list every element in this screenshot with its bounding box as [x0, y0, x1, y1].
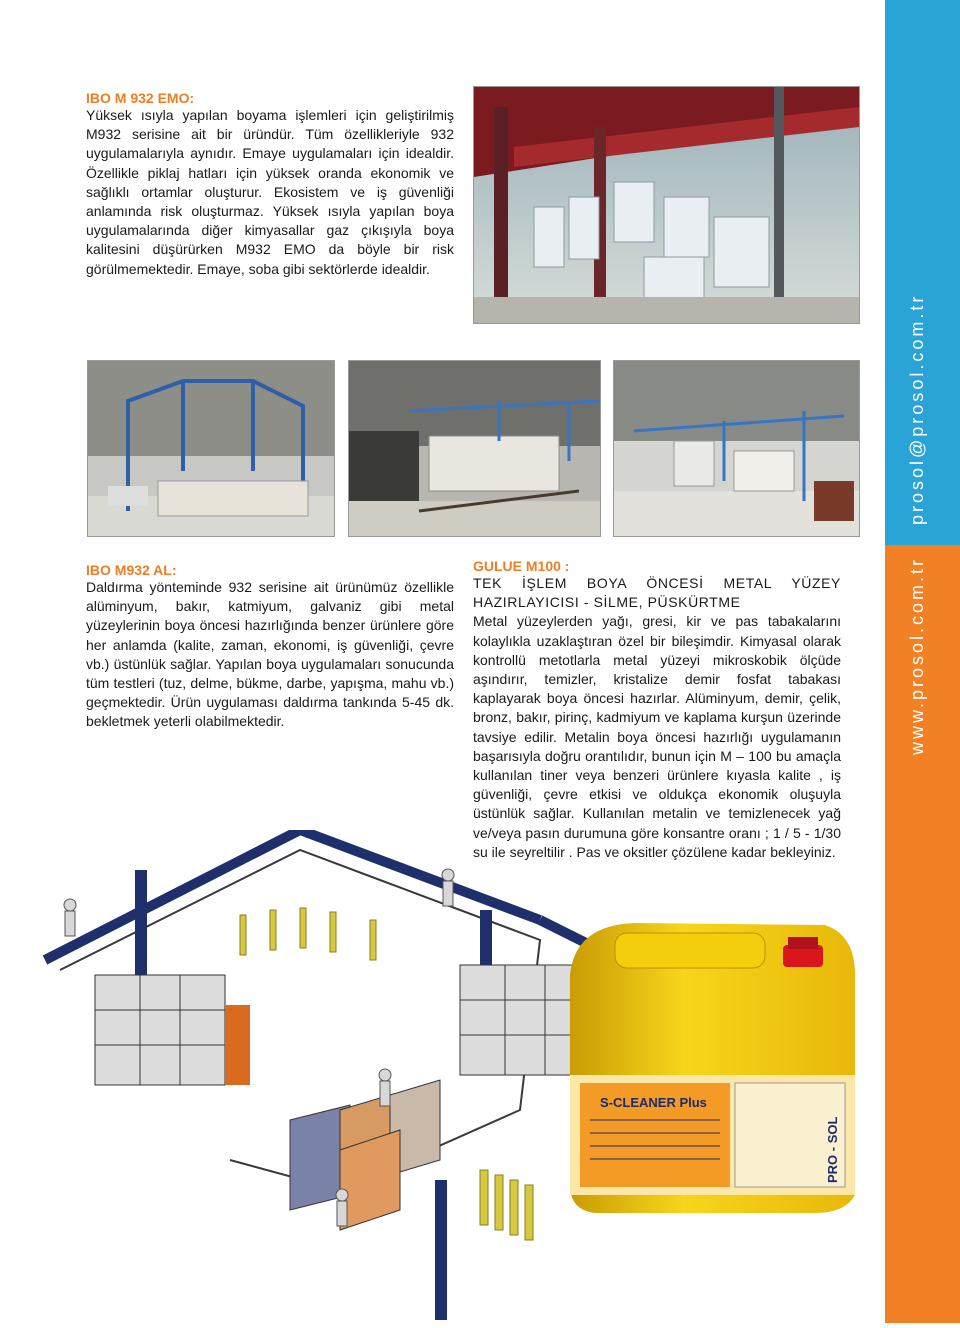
photo-emo-conveyor-line [473, 86, 860, 324]
emo-body: Yüksek ısıyla yapılan boyama işlemleri için geliştirilmiş M932 serisine ait bir üründür. Tüm özellikleriyle 932 uygulamalarıyla aynıdır. Emaye uygulamaları için idealdir. Özellikle piklaj hatları için yüksek oranda ekonomik ve sağlıklı ortamlar oluşturur. Ekosistem ve iş güvenliği anlamında risk oluşturmaz. Yüksek ısıyla yapılan boya uygulamalarında diğer kimyasallar gaz çıkışıyla boya kalitesini düşürürken M932 EMO da böyle bir risk görülmemektedir. Emaye, soba gibi sektörlerde idealdir. [86, 107, 454, 277]
section-al [86, 562, 454, 732]
sidebar-website: www.prosol.com.tr [907, 556, 927, 755]
photo-dip-tank-gantry [87, 360, 335, 537]
canister-product-image [555, 915, 860, 1215]
sidebar-email: prosol@prosol.com.tr [907, 293, 927, 525]
sidebar-orange-band [885, 545, 960, 1323]
canister-brand: PRO - SOL [825, 1116, 840, 1183]
gulue-subtitle: TEK İŞLEM BOYA ÖNCESİ METAL YÜZEY HAZIRLAYICISI - SİLME, PÜSKÜRTME [473, 575, 841, 611]
photo-wash-tunnel [348, 360, 601, 537]
section-emo [86, 90, 454, 279]
section-gulue [473, 558, 841, 862]
al-title: IBO M932 AL: [86, 562, 177, 578]
gulue-title: GULUE M100 : [473, 558, 570, 574]
al-body: Daldırma yönteminde 932 serisine ait ürünümüz özellikle alüminyum, bakır, katmiyum, galvaniz gibi metal yüzeylerinin boya öncesi hazırlığında benzer ürünlere göre her anlamda (kalite, zaman, ekonomi, iş güvenliği, çevre vb.) üstünlük sağlar. Yapılan boya uygulamaları sonucunda tüm testleri (tuz, delme, bükme, darbe, yapışma, mahu vb.) geçmektedir. Ürün uygulaması daldırma tankında 5-45 dk. bekletmek yeterli olabilmektedir. [86, 579, 454, 730]
emo-title: IBO M 932 EMO: [86, 90, 195, 106]
gulue-body: Metal yüzeylerden yağı, gresi, kir ve pas tabakalarını kolaylıkla uzaklaştıran özel bir bileşimdir. Kimyasal olarak kontrollü metotlarla metal yüzeyi mikroskobik ölçüde aşındırır, temizler, kristalize demir fosfat tabakası kaplayarak boya öncesi hazırlar. Alüminyum, demir, çelik, bronz, bakır, pirinç, kadmiyum ve kaplama kurşun üzerinde tavsiye edilir. Metalin boya öncesi hazırlığı uygulamanın başarısıyla doğru orantılıdır, bunun için M – 100 bu amaçla kullanılan tiner veya benzeri ürünlere kıyasla kalite , iş güvenliği, çevre etkisi ve oldukça ekonomik oluşuyla üstünlük sağlar. Kullanılan metalin ve temizlenecek yağ ve/veya pasın durumuna göre konsantre oranı ; 1 / 5 - 1/30 su ile seyreltilir . Pas ve oksitler çözülene kadar bekleyiniz. [473, 613, 841, 860]
sidebar-blue-band [885, 0, 960, 545]
canister-label-text: S-CLEANER Plus [600, 1095, 707, 1110]
photo-powder-booth [613, 360, 860, 537]
